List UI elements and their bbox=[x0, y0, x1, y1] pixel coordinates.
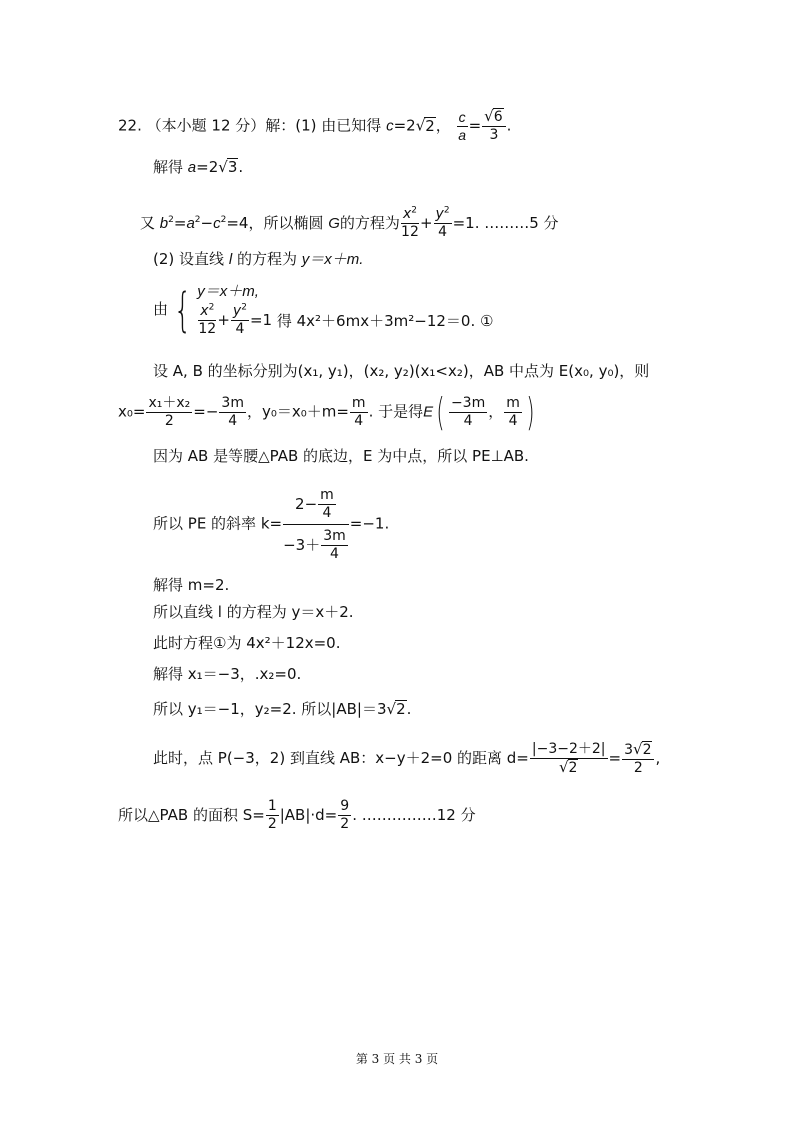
period: . bbox=[238, 158, 244, 176]
text: 设 A, B 的坐标分别为(x₁, y₁)，(x₂, y₂)(x₁<x₂)，AB 中点为 E(x₀, y₀)，则 bbox=[153, 362, 650, 380]
line-l-line bbox=[153, 601, 354, 623]
page-footer: 第 3 页 共 3 页 bbox=[355, 1052, 439, 1066]
comma: ， bbox=[435, 116, 451, 135]
var-b: b bbox=[159, 215, 169, 232]
m-value-line bbox=[153, 574, 229, 596]
text: 因为 AB 是等腰△PAB 的底边，E 为中点，所以 PE⊥AB. bbox=[153, 447, 529, 465]
var-a: a bbox=[186, 215, 195, 232]
brace: { bbox=[173, 282, 192, 337]
equals: = bbox=[468, 116, 482, 135]
isosceles-line bbox=[153, 445, 529, 467]
fraction-y2-over-4: $\frac{y^2}{4}$ bbox=[435, 205, 450, 240]
solve-a-line: 解得 a=2√3. bbox=[153, 158, 244, 176]
var-G: G bbox=[328, 215, 340, 232]
system-line bbox=[153, 280, 493, 350]
label: 所以 PE 的斜率 k= bbox=[153, 514, 283, 533]
var-c: c bbox=[386, 117, 394, 135]
fraction-c-over-a: $\frac{c}{a}$ bbox=[458, 108, 466, 143]
text: 解得 m=2. bbox=[153, 576, 230, 594]
label: (2) 设直线 bbox=[153, 250, 225, 268]
var-l: l bbox=[228, 251, 233, 268]
equation-system: y＝x＋m, $\frac{x^2}{12}$ + $\frac{y^2}{4}$ =1 bbox=[197, 283, 273, 337]
quadratic-result: 得 4x²＋6mx＋3m²−12＝0. ① bbox=[276, 312, 494, 330]
c-value: =2 bbox=[393, 116, 416, 135]
distance-fraction: $\frac{|-3-2+2|}{√2}$ bbox=[531, 740, 606, 776]
text: =4，所以椭圆 bbox=[226, 214, 324, 232]
equation1-line bbox=[153, 632, 341, 654]
text: 所以直线 l 的方程为 y＝x＋2. bbox=[153, 603, 354, 621]
q22-line: 22. （本小题 12 分）解：(1) 由已知得 c=2√2， $\frac{c}{a}$ = $\frac{√6}{3}$ . bbox=[118, 107, 512, 143]
fraction-x1-plus-x2-over-2: $\frac{\text{x₁＋x₂}}{2}$ bbox=[148, 394, 191, 429]
coords-line bbox=[153, 360, 649, 382]
score-5: =1. ………5 分 bbox=[452, 214, 559, 232]
line-equation: y＝x＋m. bbox=[301, 251, 364, 268]
equals: =2 bbox=[196, 158, 219, 176]
sqrt-2: 2 bbox=[396, 700, 406, 718]
label: 又 bbox=[140, 214, 156, 232]
fraction-3sqrt2-over-2: $\frac{3√2}{2}$ bbox=[622, 741, 654, 777]
roots-line bbox=[153, 663, 301, 685]
midpoint-line: x₀= $\frac{\text{x₁＋x₂}}{2}$ =− $\frac{3m}{4}$ ，y₀＝x₀＋m= $\frac{m}{4}$ . 于是得E( $\frac{-3m}{4}$ ， $\frac{m}{4}$ ) bbox=[118, 390, 535, 434]
fraction-3m-over-4: $\frac{3m}{4}$ bbox=[221, 394, 244, 429]
area-line: 所以△PAB 的面积 S= $\frac{1}{2}$ |AB|·d= $\frac{9}{2}$ . ……………12 分 bbox=[118, 798, 476, 832]
fraction-sqrt6-over-3: $\frac{√6}{3}$ bbox=[482, 108, 505, 144]
text: 解得 x₁＝−3，.x₂=0. bbox=[153, 665, 302, 683]
var-c: c bbox=[213, 215, 221, 232]
slope-fraction: 2− $\frac{m}{4}$ −3＋ $\frac{3m}{4}$ bbox=[283, 485, 349, 563]
distance-line: 此时，点 P(−3，2) 到直线 AB：x−y＋2=0 的距离 d= $\frac{|-3-2+2|}{√2}$ = $\frac{3√2}{2}$ , bbox=[153, 739, 661, 776]
sqrt-2: 2 bbox=[425, 116, 435, 135]
question-number: 22. bbox=[118, 116, 142, 135]
ellipse-equation-line: 又 $b^2=a^2-c^2=4$，所以椭圆 G的方程为 $\frac{x^2}{12}$ + $\frac{y^2}{4}$ =1. ………5 分 bbox=[140, 205, 559, 240]
y-values-line: 所以 y₁＝−1，y₂=2. 所以|AB|＝3√2. bbox=[153, 700, 412, 718]
fraction-m-over-4: $\frac{m}{4}$ bbox=[351, 394, 366, 429]
text: 的方程为 bbox=[236, 250, 297, 268]
label: 解得 bbox=[153, 158, 184, 176]
text: 的方程为 bbox=[339, 214, 400, 232]
part2-line bbox=[153, 248, 363, 271]
label: 此时，点 P(−3，2) 到直线 AB：x−y＋2=0 的距离 d= bbox=[153, 749, 529, 767]
question-header: （本小题 12 分）解：(1) 由已知得 bbox=[146, 116, 382, 135]
fraction-x2-over-12: $\frac{x^2}{12}$ bbox=[401, 205, 419, 240]
label: 由 bbox=[153, 300, 169, 318]
slope-line: 所以 PE 的斜率 k= 2− $\frac{m}{4}$ −3＋ $\frac{3m}{4}$ =−1. bbox=[153, 487, 390, 562]
period: . bbox=[506, 116, 512, 135]
sqrt-3: 3 bbox=[227, 158, 238, 176]
text: 此时方程①为 4x²＋12x=0. bbox=[153, 634, 341, 652]
text: 所以 y₁＝−1，y₂=2. 所以|AB|＝3 bbox=[153, 700, 387, 718]
var-a: a bbox=[187, 159, 197, 176]
score-12: . ……………12 分 bbox=[352, 806, 476, 824]
label: 所以△PAB 的面积 S= bbox=[118, 806, 265, 824]
